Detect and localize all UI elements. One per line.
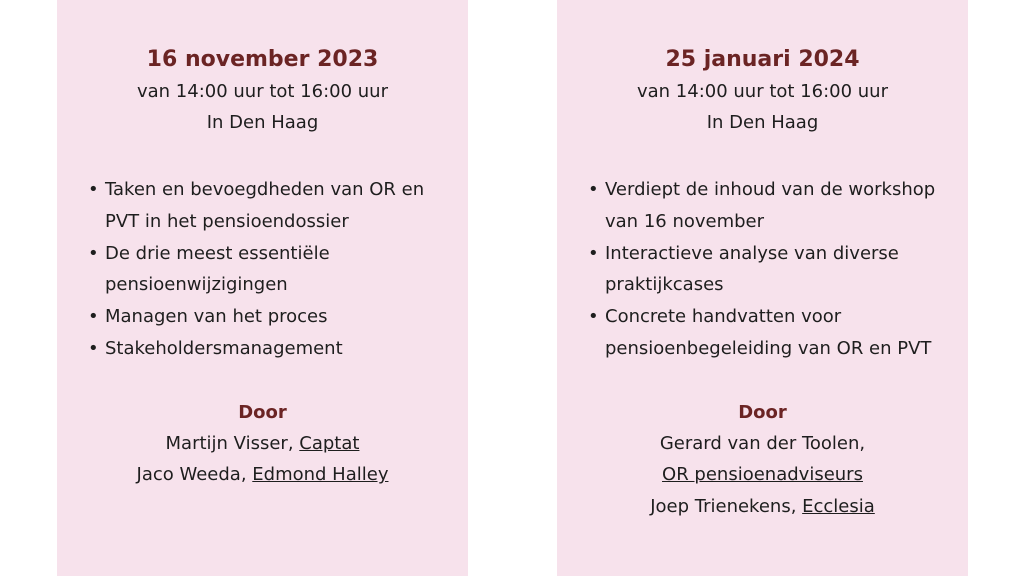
topic-item: • Managen van het proces <box>88 301 468 333</box>
topic-list <box>57 174 468 365</box>
topic-item: • De drie meest essentiële pensioenwijzigingen <box>88 238 468 302</box>
org-link-captat[interactable]: Captat <box>299 432 360 454</box>
topic-list <box>557 174 968 365</box>
topic-item: • Interactieve analyse van diverse praktijkcases <box>588 238 968 302</box>
speaker-name: Martijn Visser, <box>165 432 300 454</box>
speaker <box>557 428 968 460</box>
event-location: In Den Haag <box>706 112 819 133</box>
workshop-card-januari <box>557 0 968 576</box>
speaker <box>557 491 968 523</box>
topic-item: • Taken en bevoegdheden van OR en PVT in het pensioendossier <box>88 174 468 238</box>
speaker-org-line <box>557 459 968 491</box>
door-heading: Door <box>238 401 287 423</box>
workshop-card-november <box>57 0 468 576</box>
org-link-ecclesia[interactable]: Ecclesia <box>802 495 875 517</box>
topic-item: • Verdiept de inhoud van de workshop van 16 november <box>588 174 968 238</box>
topic-item: • Concrete handvatten voor pensioenbegeleiding van OR en PVT <box>588 301 968 365</box>
event-time: van 14:00 uur tot 16:00 uur <box>636 81 888 102</box>
speaker <box>57 459 468 491</box>
speaker-name: Jaco Weeda, <box>136 464 253 486</box>
speaker <box>57 428 468 460</box>
topic-item: • Stakeholdersmanagement <box>88 333 468 365</box>
org-link-or-pensioenadviseurs[interactable]: OR pensioenadviseurs <box>662 464 863 486</box>
door-heading: Door <box>738 401 787 423</box>
org-link-edmond-halley[interactable]: Edmond Halley <box>252 464 389 486</box>
event-date: 16 november 2023 <box>146 47 379 72</box>
event-location: In Den Haag <box>206 112 319 133</box>
event-time: van 14:00 uur tot 16:00 uur <box>136 81 388 102</box>
event-date: 25 januari 2024 <box>665 47 860 72</box>
speaker-name: Gerard van der Toolen, <box>659 432 866 454</box>
speaker-name: Joep Trienekens, <box>650 495 803 517</box>
